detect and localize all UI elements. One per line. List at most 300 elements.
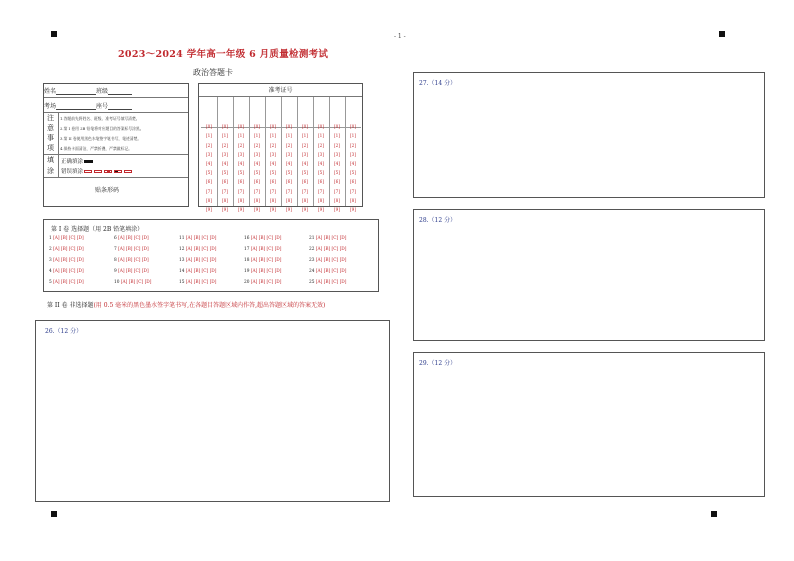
class-field[interactable] [108, 88, 132, 95]
mc-question-number: 13 [179, 258, 185, 263]
notes-char: 注 [47, 114, 54, 122]
barcode-area: 贴条形码 [95, 187, 120, 194]
ticket-digit-bubble[interactable]: [6] [286, 179, 292, 185]
ticket-column [265, 97, 282, 212]
mc-option-bubble[interactable]: [B] [192, 280, 201, 285]
mc-question-number: 23 [309, 258, 315, 263]
mc-option-bubble[interactable]: [B] [59, 258, 68, 263]
ticket-digit-bubble[interactable]: [3] [334, 151, 340, 157]
mc-option-bubble[interactable]: [A] [184, 258, 193, 263]
question-label: 29.（12 分） [419, 360, 457, 367]
mc-option-bubble[interactable]: [A] [249, 258, 258, 263]
ticket-digit-bubble[interactable]: [2] [350, 142, 356, 148]
note-line: 2.第 I 卷用 2B 铅笔将对应题目的答案标号涂黑。 [60, 126, 144, 131]
ticket-digit-bubble[interactable]: [3] [350, 151, 356, 157]
mc-question-number: 6 [114, 236, 117, 241]
room-field[interactable] [56, 103, 96, 110]
mc-option-bubble[interactable]: [C] [67, 247, 76, 252]
mc-option-bubble[interactable]: [B] [124, 236, 133, 241]
ticket-digit-bubble[interactable]: [7] [222, 188, 228, 194]
ticket-digit-bubble[interactable]: [4] [334, 161, 340, 166]
page-number: - 1 - [394, 33, 406, 40]
mc-option-bubble[interactable]: [B] [257, 236, 266, 241]
ticket-digit-bubble[interactable]: [6] [222, 179, 228, 185]
mc-question [179, 236, 244, 241]
ticket-digit-bubble[interactable]: [9] [318, 207, 324, 212]
ticket-digit-bubble[interactable]: [0] [206, 124, 212, 130]
empty-mark-icon [124, 170, 132, 173]
mc-option-bubble[interactable]: [B] [322, 236, 331, 241]
mc-option-bubble[interactable]: [D] [140, 269, 149, 274]
mc-question [49, 269, 114, 274]
ticket-digit-bubble[interactable]: [8] [302, 197, 308, 203]
section2-title-black: 第 II 卷 非选择题 [47, 302, 94, 309]
ticket-digit-bubble[interactable]: [6] [334, 179, 340, 185]
mc-option-bubble[interactable]: [B] [322, 280, 331, 285]
ticket-digit-bubble[interactable]: [9] [238, 207, 244, 212]
mc-option-bubble[interactable]: [A] [184, 247, 193, 252]
mc-option-bubble[interactable]: [B] [127, 280, 136, 285]
ticket-column [313, 97, 330, 212]
ticket-digit-bubble[interactable]: [5] [238, 170, 244, 176]
ticket-digit-bubble[interactable]: [9] [206, 207, 212, 212]
ticket-digit-bubble[interactable]: [5] [302, 170, 308, 176]
mc-option-bubble[interactable]: [D] [338, 280, 347, 285]
ticket-digit-bubble[interactable]: [6] [350, 179, 356, 185]
mc-option-bubble[interactable]: [D] [273, 280, 282, 285]
ticket-digit-bubble[interactable]: [1] [350, 133, 356, 139]
mc-question-number: 5 [49, 280, 52, 285]
mc-question [114, 280, 179, 285]
mc-question [114, 247, 179, 252]
mc-question-number: 25 [309, 280, 315, 285]
mc-option-bubble[interactable]: [C] [265, 258, 274, 263]
ticket-digit-bubble[interactable]: [2] [254, 142, 260, 148]
mc-option-bubble[interactable]: [C] [200, 247, 209, 252]
name-field[interactable] [56, 88, 96, 95]
mc-option-bubble[interactable]: [A] [51, 269, 60, 274]
mc-option-bubble[interactable]: [C] [67, 280, 76, 285]
ticket-digit-bubble[interactable]: [9] [254, 207, 260, 212]
ticket-digit-bubble[interactable]: [7] [350, 188, 356, 194]
ticket-digit-bubble[interactable]: [2] [238, 142, 244, 148]
mc-question [49, 247, 114, 252]
ticket-digit-bubble[interactable]: [3] [270, 151, 276, 157]
note-line: 1.答题前先将姓名、班级、准考证号填写清楚。 [60, 116, 140, 121]
mc-option-bubble[interactable]: [A] [51, 280, 60, 285]
ticket-digit-bubble[interactable]: [5] [318, 170, 324, 176]
ticket-digit-bubble[interactable]: [0] [318, 124, 324, 130]
slash-mark-icon [94, 170, 102, 173]
ticket-digit-bubble[interactable]: [2] [270, 142, 276, 148]
mc-option-bubble[interactable]: [A] [314, 258, 323, 263]
mc-question [114, 269, 179, 274]
fill-char: 填 [47, 156, 54, 164]
ticket-digit-bubble[interactable]: [9] [334, 207, 340, 212]
mc-option-bubble[interactable]: [D] [338, 247, 347, 252]
mc-option-bubble[interactable]: [D] [140, 247, 149, 252]
mc-option-bubble[interactable]: [A] [116, 258, 125, 263]
ticket-digit-bubble[interactable]: [1] [238, 133, 244, 139]
ticket-digit-bubble[interactable]: [7] [302, 188, 308, 194]
mc-question [49, 258, 114, 263]
mc-option-bubble[interactable]: [D] [208, 269, 217, 274]
ticket-digit-bubble[interactable]: [0] [270, 124, 276, 130]
mc-question-number: 2 [49, 247, 52, 252]
mc-option-bubble[interactable]: [D] [208, 258, 217, 263]
mc-question-number: 22 [309, 247, 315, 252]
mc-question-number: 24 [309, 269, 315, 274]
mc-option-bubble[interactable]: [D] [273, 258, 282, 263]
mc-option-bubble[interactable]: [B] [257, 247, 266, 252]
mc-option-bubble[interactable]: [A] [116, 247, 125, 252]
mc-option-bubble[interactable]: [B] [124, 258, 133, 263]
ticket-digit-bubble[interactable]: [6] [238, 179, 244, 185]
ticket-digit-bubble[interactable]: [2] [286, 142, 292, 148]
ticket-digit-bubble[interactable]: [7] [238, 188, 244, 194]
mc-option-bubble[interactable]: [A] [116, 269, 125, 274]
mc-question-number: 20 [244, 280, 250, 285]
ticket-digit-bubble[interactable]: [9] [222, 207, 228, 212]
ticket-digit-bubble[interactable]: [8] [318, 197, 324, 203]
ticket-digit-bubble[interactable]: [3] [318, 151, 324, 157]
section1-title: 第 I 卷 选择题（用 2B 铅笔填涂） [51, 226, 144, 233]
mc-option-bubble[interactable]: [A] [249, 269, 258, 274]
dot-mark-icon [104, 170, 112, 173]
notes-char: 项 [47, 144, 54, 152]
mc-option-bubble[interactable]: [A] [51, 258, 60, 263]
ticket-digit-bubble[interactable]: [4] [254, 161, 260, 166]
mc-question [244, 247, 309, 252]
seat-label: 座号 [96, 103, 109, 110]
ticket-digit-bubble[interactable]: [1] [318, 133, 324, 139]
ticket-digit-bubble[interactable]: [9] [270, 207, 276, 212]
mc-option-bubble[interactable]: [D] [273, 269, 282, 274]
mc-option-bubble[interactable]: [A] [314, 269, 323, 274]
mc-option-bubble[interactable]: [D] [75, 258, 84, 263]
wrong-fill-example [61, 167, 132, 175]
mc-option-bubble[interactable]: [C] [330, 236, 339, 241]
mc-option-bubble[interactable]: [B] [59, 247, 68, 252]
ticket-digit-bubble[interactable]: [7] [318, 188, 324, 194]
ticket-digit-bubble[interactable]: [0] [222, 124, 228, 130]
filled-mark-icon [84, 160, 93, 163]
ticket-digit-bubble[interactable]: [7] [206, 188, 212, 194]
ticket-digit-bubble[interactable]: [1] [254, 133, 260, 139]
mc-question-number: 8 [114, 258, 117, 263]
ticket-digit-bubble[interactable]: [1] [222, 133, 228, 139]
mc-option-bubble[interactable]: [D] [140, 236, 149, 241]
exam-title: 2023～2024 学年高一年级 6 月质量检测考试 [118, 49, 329, 60]
corner-mark [711, 511, 717, 517]
mc-question [49, 236, 114, 241]
multiple-choice-section [43, 219, 379, 292]
ticket-digit-bubble[interactable]: [4] [270, 161, 276, 166]
ticket-digit-bubble[interactable]: [8] [222, 197, 228, 203]
notes-char: 意 [47, 124, 54, 132]
ticket-digit-bubble[interactable]: [4] [238, 161, 244, 166]
mc-option-bubble[interactable]: [B] [124, 247, 133, 252]
ticket-digit-bubble[interactable]: [1] [302, 133, 308, 139]
mc-option-bubble[interactable]: [C] [330, 247, 339, 252]
ticket-digit-bubble[interactable]: [5] [334, 170, 340, 176]
mc-option-bubble[interactable]: [C] [330, 280, 339, 285]
mc-option-bubble[interactable]: [D] [75, 247, 84, 252]
mc-question-number: 7 [114, 247, 117, 252]
ticket-digit-bubble[interactable]: [2] [206, 142, 212, 148]
corner-mark [51, 31, 57, 37]
notes-char: 事 [47, 134, 54, 142]
ticket-digit-bubble[interactable]: [5] [350, 170, 356, 176]
ticket-digit-bubble[interactable]: [0] [302, 124, 308, 130]
section2-title-instructions: (用 0.5 毫米的黑色墨水签字笔书写,在各题目答题区域内作答,超出答题区域的答案无效) [93, 302, 326, 309]
mc-question-number: 9 [114, 269, 117, 274]
mc-question-number: 4 [49, 269, 52, 274]
ticket-digit-bubble[interactable]: [7] [270, 188, 276, 194]
ticket-column [329, 97, 346, 212]
answer-box-26[interactable] [35, 320, 390, 502]
correct-fill-label: 正确填涂 [61, 159, 84, 165]
ticket-digit-bubble[interactable]: [1] [206, 133, 212, 139]
room-label: 考场 [44, 103, 57, 110]
ticket-digit-bubble[interactable]: [7] [334, 188, 340, 194]
mc-option-bubble[interactable]: [C] [200, 269, 209, 274]
ticket-digit-bubble[interactable]: [8] [286, 197, 292, 203]
answer-box-27[interactable] [413, 72, 765, 198]
mc-option-bubble[interactable]: [D] [143, 280, 152, 285]
mc-option-bubble[interactable]: [A] [314, 236, 323, 241]
ticket-digit-bubble[interactable]: [1] [286, 133, 292, 139]
ticket-digit-bubble[interactable]: [0] [350, 124, 356, 130]
ticket-digit-bubble[interactable]: [9] [302, 207, 308, 212]
mc-option-bubble[interactable]: [A] [51, 236, 60, 241]
class-label: 班级 [96, 88, 109, 95]
corner-mark [51, 511, 57, 517]
ticket-digit-bubble[interactable]: [8] [350, 197, 356, 203]
mc-question-number: 14 [179, 269, 185, 274]
mc-question-number: 18 [244, 258, 250, 263]
mc-option-bubble[interactable]: [D] [75, 236, 84, 241]
wrong-fill-label: 错误填涂 [61, 169, 84, 175]
mc-option-bubble[interactable]: [C] [265, 280, 274, 285]
mc-row [49, 258, 374, 263]
ticket-digit-bubble[interactable]: [2] [318, 142, 324, 148]
mc-option-bubble[interactable]: [C] [200, 236, 209, 241]
ticket-digit-bubble[interactable]: [1] [334, 133, 340, 139]
mc-question-number: 10 [114, 280, 120, 285]
mc-row [49, 236, 374, 241]
ticket-digit-bubble[interactable]: [9] [286, 207, 292, 212]
answer-box-29[interactable] [413, 352, 765, 497]
ticket-digit-bubble[interactable]: [3] [206, 151, 212, 157]
note-line: 4.保持卡面清洁，严禁折叠，严禁做标记。 [60, 146, 132, 151]
ticket-digit-bubble[interactable]: [3] [286, 151, 292, 157]
mc-option-bubble[interactable]: [C] [200, 258, 209, 263]
mc-option-bubble[interactable]: [D] [208, 236, 217, 241]
mc-question-number: 12 [179, 247, 185, 252]
ticket-digit-bubble[interactable]: [8] [254, 197, 260, 203]
mc-option-bubble[interactable]: [D] [140, 258, 149, 263]
mc-option-bubble[interactable]: [D] [273, 247, 282, 252]
ticket-digit-bubble[interactable]: [8] [270, 197, 276, 203]
ticket-digit-bubble[interactable]: [5] [286, 170, 292, 176]
mc-option-bubble[interactable]: [D] [208, 247, 217, 252]
ticket-digit-bubble[interactable]: [4] [286, 161, 292, 166]
mc-option-bubble[interactable]: [B] [322, 258, 331, 263]
ticket-digit-bubble[interactable]: [1] [270, 133, 276, 139]
mc-option-bubble[interactable]: [B] [192, 258, 201, 263]
mc-option-bubble[interactable]: [C] [200, 280, 209, 285]
ticket-digit-bubble[interactable]: [8] [334, 197, 340, 203]
mc-question [244, 236, 309, 241]
mc-option-bubble[interactable]: [A] [314, 247, 323, 252]
ticket-digit-bubble[interactable]: [7] [286, 188, 292, 194]
ticket-digit-bubble[interactable]: [7] [254, 188, 260, 194]
ticket-digit-bubble[interactable]: [6] [318, 179, 324, 185]
mc-question-number: 11 [179, 236, 185, 241]
mc-question [309, 236, 374, 241]
ticket-digit-bubble[interactable]: [5] [270, 170, 276, 176]
mc-question-number: 15 [179, 280, 185, 285]
card-subtitle: 政治答题卡 [193, 68, 233, 77]
ticket-column [345, 97, 361, 212]
mc-option-bubble[interactable]: [B] [322, 269, 331, 274]
mc-question-number: 17 [244, 247, 250, 252]
mc-option-bubble[interactable]: [B] [192, 269, 201, 274]
mc-option-bubble[interactable]: [C] [67, 236, 76, 241]
ticket-digit-bubble[interactable]: [0] [254, 124, 260, 130]
half-mark-icon [114, 170, 122, 173]
mc-option-bubble[interactable]: [A] [116, 236, 125, 241]
mc-option-bubble[interactable]: [D] [338, 269, 347, 274]
mc-option-bubble[interactable]: [A] [314, 280, 323, 285]
mc-option-bubble[interactable]: [C] [132, 269, 141, 274]
ticket-digit-bubble[interactable]: [8] [238, 197, 244, 203]
ticket-column [249, 97, 266, 212]
ticket-digit-bubble[interactable]: [0] [286, 124, 292, 130]
ticket-digit-bubble[interactable]: [3] [254, 151, 260, 157]
mc-option-bubble[interactable]: [C] [330, 258, 339, 263]
cross-mark-icon [84, 170, 92, 173]
mc-option-bubble[interactable]: [B] [59, 280, 68, 285]
mc-question-number: 16 [244, 236, 250, 241]
mc-option-bubble[interactable]: [C] [265, 247, 274, 252]
ticket-digit-bubble[interactable]: [6] [302, 179, 308, 185]
mc-option-bubble[interactable]: [C] [330, 269, 339, 274]
mc-option-bubble[interactable]: [B] [322, 247, 331, 252]
mc-option-bubble[interactable]: [C] [265, 236, 274, 241]
mc-question [179, 280, 244, 285]
ticket-digit-bubble[interactable]: [6] [270, 179, 276, 185]
mc-row [49, 247, 374, 252]
mc-option-bubble[interactable]: [A] [249, 236, 258, 241]
mc-option-bubble[interactable]: [A] [51, 247, 60, 252]
ticket-digit-bubble[interactable]: [4] [350, 161, 356, 166]
ticket-digit-bubble[interactable]: [4] [222, 161, 228, 166]
mc-option-bubble[interactable]: [D] [208, 280, 217, 285]
mc-option-bubble[interactable]: [C] [132, 247, 141, 252]
corner-mark [719, 31, 725, 37]
mc-option-bubble[interactable]: [C] [132, 236, 141, 241]
mc-option-bubble[interactable]: [D] [338, 236, 347, 241]
mc-option-bubble[interactable]: [C] [132, 258, 141, 263]
mc-option-bubble[interactable]: [C] [135, 280, 144, 285]
mc-row [49, 280, 374, 285]
mc-option-bubble[interactable]: [B] [257, 269, 266, 274]
mc-question [244, 269, 309, 274]
ticket-digit-bubble[interactable]: [2] [334, 142, 340, 148]
ticket-digit-bubble[interactable]: [3] [222, 151, 228, 157]
mc-option-bubble[interactable]: [C] [265, 269, 274, 274]
ticket-digit-bubble[interactable]: [3] [302, 151, 308, 157]
fill-char: 涂 [47, 167, 54, 175]
mc-option-bubble[interactable]: [A] [184, 236, 193, 241]
mc-option-bubble[interactable]: [B] [257, 280, 266, 285]
ticket-digit-bubble[interactable]: [0] [334, 124, 340, 130]
ticket-digit-bubble[interactable]: [4] [318, 161, 324, 166]
question-label: 27.（14 分） [419, 80, 457, 87]
mc-question [309, 269, 374, 274]
mc-option-bubble[interactable]: [A] [249, 247, 258, 252]
mc-option-bubble[interactable]: [B] [192, 247, 201, 252]
ticket-digit-bubble[interactable]: [4] [302, 161, 308, 166]
answer-box-28[interactable] [413, 209, 765, 341]
section2-title [47, 300, 325, 309]
mc-option-bubble[interactable]: [A] [184, 280, 193, 285]
ticket-digit-bubble[interactable]: [9] [350, 207, 356, 212]
mc-option-bubble[interactable]: [C] [67, 269, 76, 274]
ticket-digit-bubble[interactable]: [0] [238, 124, 244, 130]
ticket-column [297, 97, 314, 212]
mc-question [179, 258, 244, 263]
mc-option-bubble[interactable]: [A] [184, 269, 193, 274]
mc-option-bubble[interactable]: [C] [67, 258, 76, 263]
ticket-digit-bubble[interactable]: [2] [222, 142, 228, 148]
mc-option-bubble[interactable]: [B] [192, 236, 201, 241]
mc-option-bubble[interactable]: [D] [75, 280, 84, 285]
ticket-digit-bubble[interactable]: [6] [254, 179, 260, 185]
mc-option-bubble[interactable]: [B] [257, 258, 266, 263]
mc-option-bubble[interactable]: [D] [338, 258, 347, 263]
ticket-digit-bubble[interactable]: [3] [238, 151, 244, 157]
ticket-digit-bubble[interactable]: [5] [222, 170, 228, 176]
correct-fill-example [61, 157, 93, 165]
mc-question-number: 19 [244, 269, 250, 274]
mc-question [309, 258, 374, 263]
ticket-digit-bubble[interactable]: [5] [206, 170, 212, 176]
name-label: 姓名 [44, 88, 57, 95]
mc-option-bubble[interactable]: [D] [273, 236, 282, 241]
mc-option-bubble[interactable]: [D] [75, 269, 84, 274]
mc-option-bubble[interactable]: [B] [124, 269, 133, 274]
mc-question-number: 3 [49, 258, 52, 263]
seat-field[interactable] [108, 103, 132, 110]
mc-option-bubble[interactable]: [A] [249, 280, 258, 285]
ticket-digit-bubble[interactable]: [6] [206, 179, 212, 185]
ticket-digit-bubble[interactable]: [8] [206, 197, 212, 203]
ticket-digit-bubble[interactable]: [2] [302, 142, 308, 148]
mc-option-bubble[interactable]: [B] [59, 269, 68, 274]
mc-question [114, 258, 179, 263]
ticket-column [201, 97, 218, 212]
ticket-digit-bubble[interactable]: [4] [206, 161, 212, 166]
ticket-number-grid [198, 83, 363, 212]
mc-row [49, 269, 374, 274]
ticket-digit-bubble[interactable]: [5] [254, 170, 260, 176]
mc-option-bubble[interactable]: [A] [119, 280, 128, 285]
mc-option-bubble[interactable]: [B] [59, 236, 68, 241]
ticket-column [217, 97, 234, 212]
